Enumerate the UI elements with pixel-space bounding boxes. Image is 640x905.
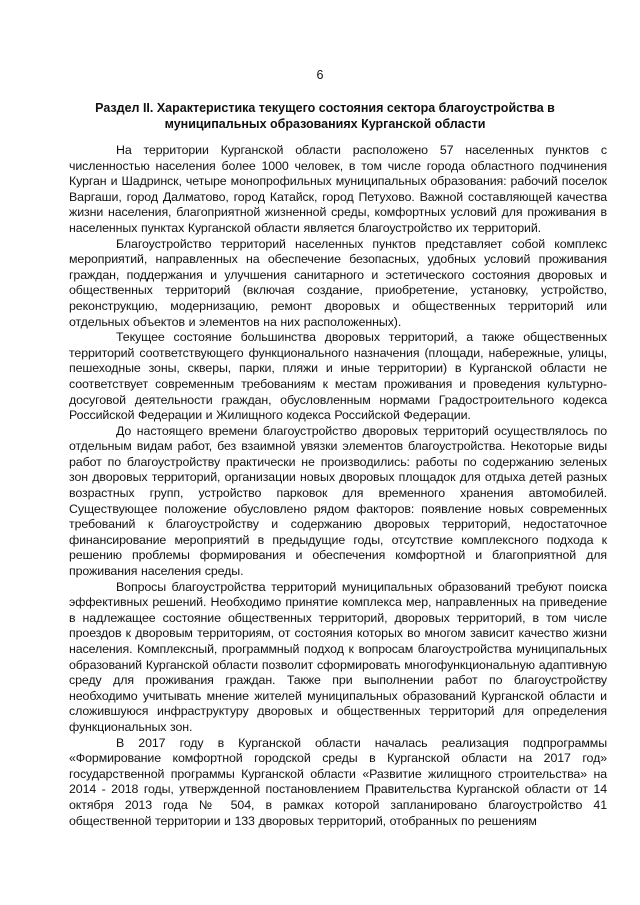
paragraph-intro-settlements: На территории Курганской области расположено 57 населенных пунктов с численностью населения более 1000 человек, в том числе города областного подчинения Курган и Шадринск, четыре монопрофильных муниципальных образования: рабочий поселок Варгаши, город Далматово, город Катайск, город Петухово. Важной составляющей качества жизни населения, благоприятной жизненной среды, комфортных условий для проживания в населенных пунктах Курганской области является благоустройство их территорий. [69,143,607,235]
section-title: Раздел II. Характеристика текущего состояния сектора благоустройства в муниципальных образованиях Курганской области [95,101,555,131]
body-text [69,143,607,829]
paragraph-solutions: Вопросы благоустройства территорий муниципальных образований требуют поиска эффективных решений. Необходимо принятие комплекса мер, направленных на приведение в надлежащее состояние общественных территорий, дворовых территорий, в том числе проездов к дворовым территориям, от состояния которых во многом зависит качество жизни населения. Комплексный, программный подход к вопросам благоустройства муниципальных образований Курганской области позволит сформировать многофункциональную адаптивную среду для проживания граждан. Также при выполнении работ по благоустройству необходимо учитывать мнение жителей муниципальных образований Курганской области и сложившуюся инфраструктуру дворовых и общественных территорий для определения функциональных зон. [69,579,607,734]
paragraph-current-state: Текущее состояние большинства дворовых территорий, а также общественных территорий соответствующего функционального назначения (площади, набережные, улицы, пешеходные зоны, скверы, парки, пляжи и иные территории) в Курганской области не соответствует современным требованиям к местам проживания и проведения культурно-досуговой деятельности граждан, обусловленным нормами Градостроительного кодекса Российской Федерации и Жилищного кодекса Российской Федерации. [69,330,607,423]
paragraph-past-work: До настоящего времени благоустройство дворовых территорий осуществлялось по отдельным видам работ, без взаимной увязки элементов благоустройства. Некоторые виды работ по благоустройству практически не производились: работы по содержанию зеленых зон дворовых территорий, организации новых дворовых площадок для отдыха детей разных возрастных групп, устройство парковок для временного хранения автомобилей. Существующее положение обусловлено рядом факторов: появление новых современных требований к благоустройству и содержанию дворовых территорий, недостаточное финансирование мероприятий в предыдущие годы, отсутствие комплексного подхода к решению проблемы формирования и обеспечения комфортной и благоприятной для проживания населения среды. [69,423,607,579]
page-number: 6 [316,68,324,82]
paragraph-program-2017: В 2017 году в Курганской области началась реализация подпрограммы «Формирование комфортной городской среды в Курганской области на 2017 год» государственной программы Курганской области «Развитие жилищного строительства» на 2014 - 2018 годы, утвержденной постановлением Правительства Курганской области от 14 октября 2013 года № 504, в рамках которой запланировано благоустройство 41 общественной территории и 133 дворовых территорий, отобранных по решениям [69,735,607,828]
paragraph-definition: Благоустройство территорий населенных пунктов представляет собой комплекс мероприятий, направленных на обеспечение безопасных, удобных условий проживания граждан, поддержания и улучшения санитарного и эстетического состояния дворовых и общественных территорий (включая создание, приобретение, установку, устройство, реконструкцию, модернизацию, ремонт дворовых и общественных территорий или отдельных объектов и элементов на них расположенных). [69,236,607,329]
